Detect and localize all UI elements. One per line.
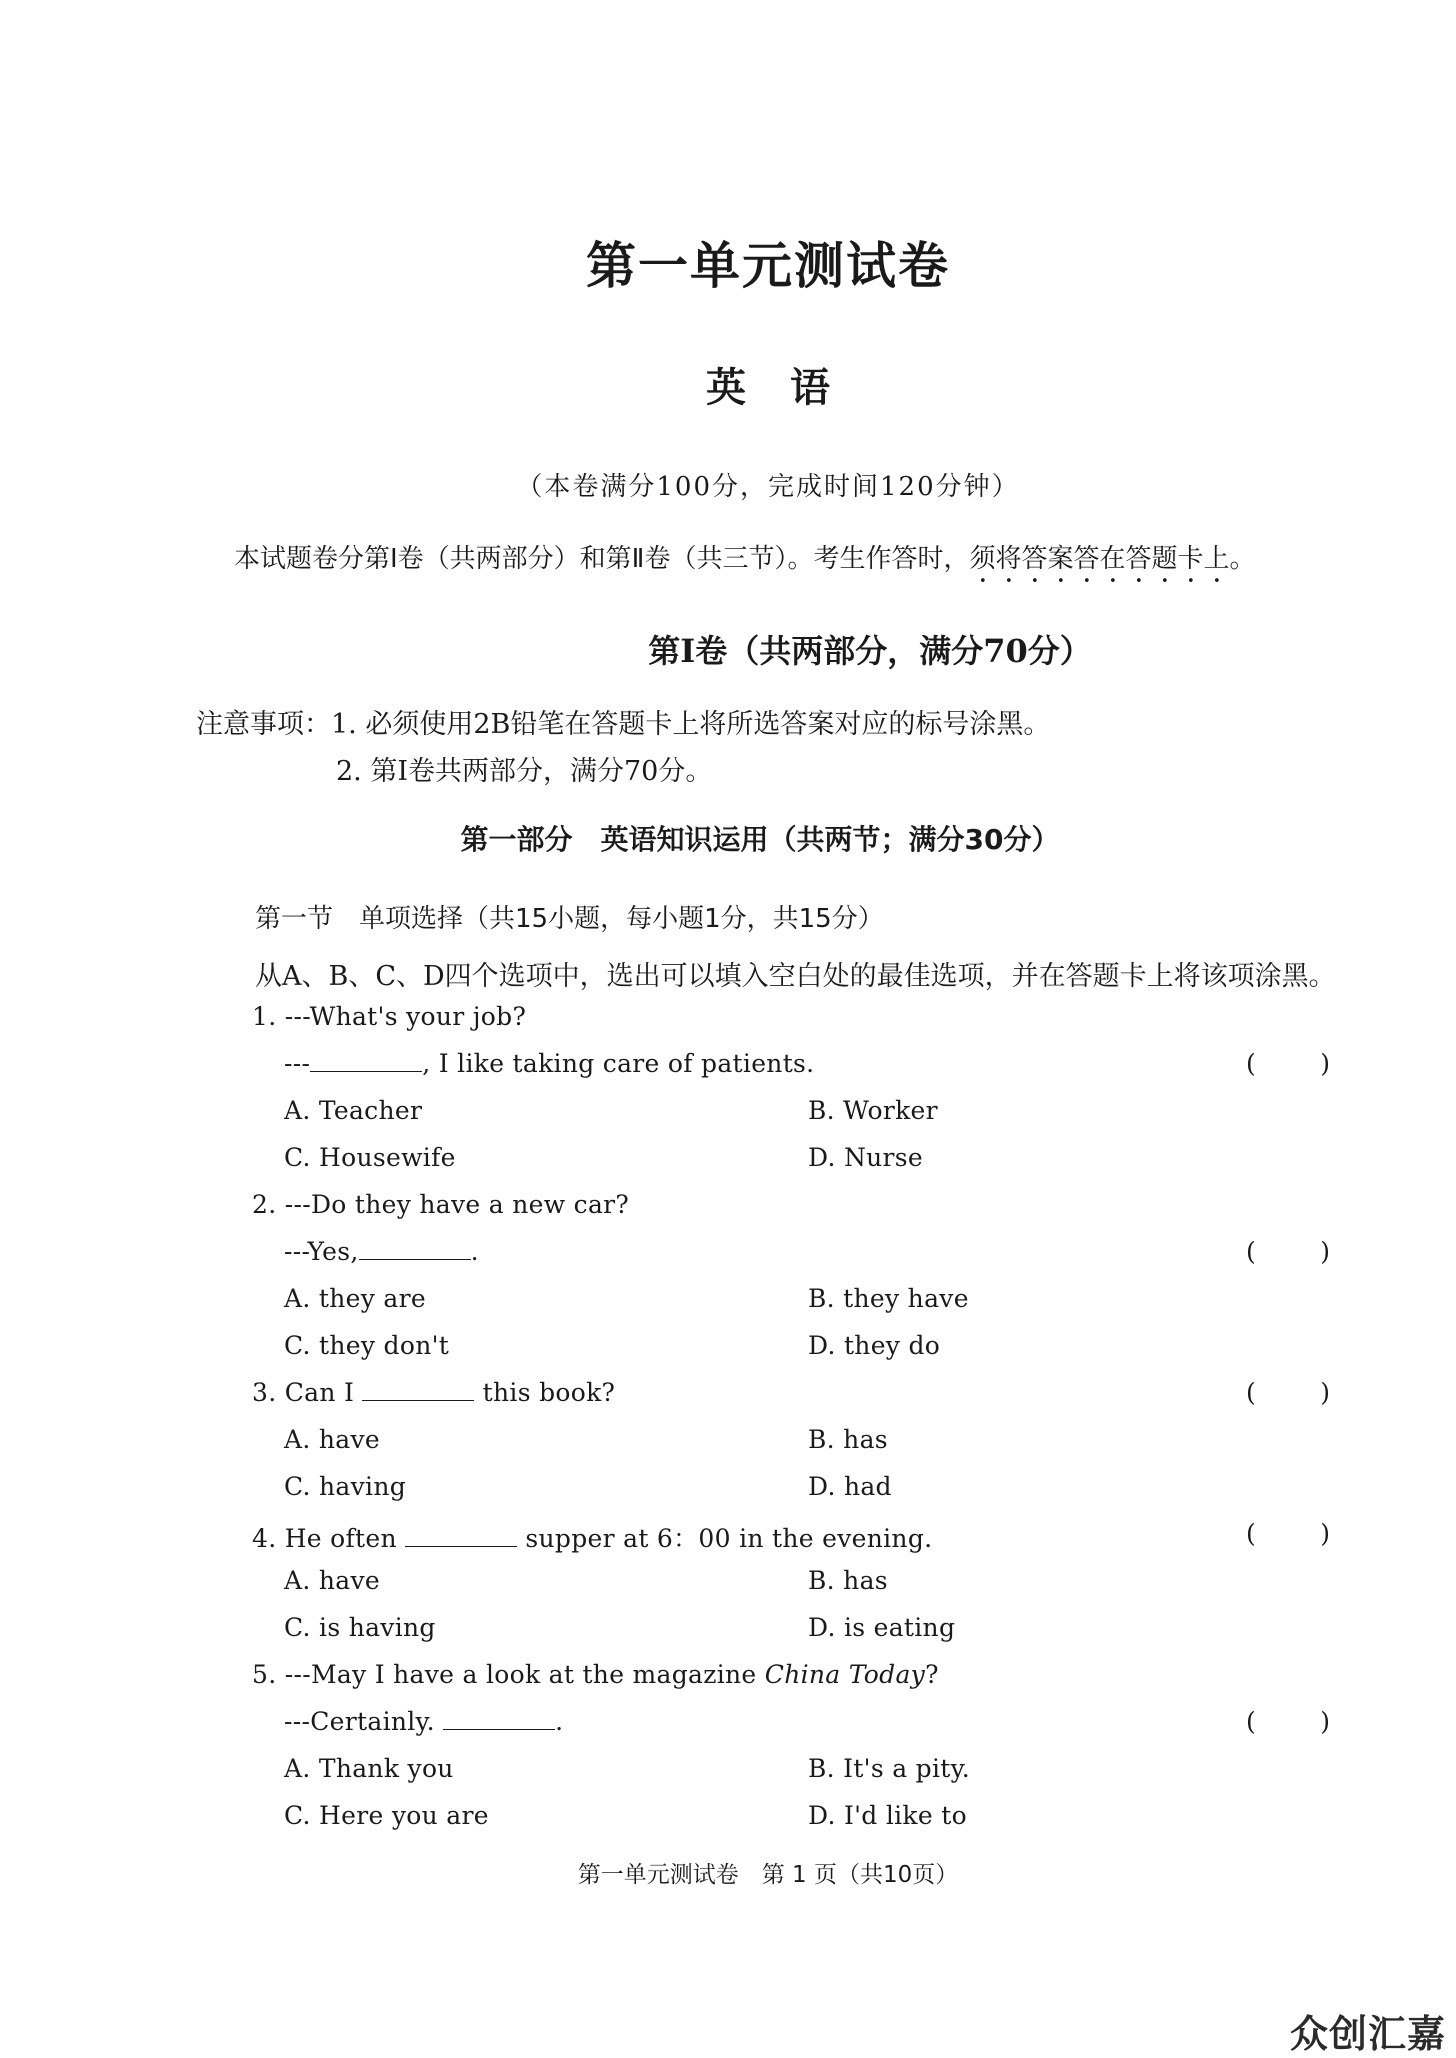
question-3-option-a: A. have [284,1425,380,1454]
question-4-option-b: B. has [808,1566,888,1595]
paren-close: ) [1320,1049,1330,1078]
question-5-reply: ---Certainly. [284,1707,435,1736]
answer-blank [359,1258,471,1260]
intro-text: 本试题卷分第Ⅰ卷（共两部分）和第Ⅱ卷（共三节）。考生作答时， [234,544,970,574]
question-1-prefix: --- [284,1049,311,1078]
paren-open: ( [1246,1519,1256,1548]
question-3-suffix: this book? [482,1378,616,1407]
paren-close: ) [1320,1378,1330,1407]
question-3-stem [252,1378,615,1407]
question-2-suffix: . [470,1237,479,1266]
question-5-option-d: D. I'd like to [808,1801,967,1830]
question-2-option-c: C. they don't [284,1331,450,1360]
question-1-option-d: D. Nurse [808,1143,923,1172]
intro-end: 。 [1229,544,1256,574]
question-2-option-b: B. they have [808,1284,969,1313]
question-3-option-d: D. had [808,1472,892,1501]
answer-paren-3 [1246,1378,1330,1407]
question-2-option-d: D. they do [808,1331,941,1360]
question-4-option-a: A. have [284,1566,380,1595]
question-5-option-c: C. Here you are [284,1801,489,1830]
question-2-line-2 [284,1237,479,1266]
paren-open: ( [1246,1237,1256,1266]
question-4-stem [252,1519,932,1555]
answer-paren-4 [1246,1519,1330,1548]
answer-paren-5 [1246,1707,1330,1736]
paren-close: ) [1320,1237,1330,1266]
answer-paren-2 [1246,1237,1330,1266]
question-2-option-a: A. they are [284,1284,426,1313]
question-5-option-a: A. Thank you [284,1754,454,1783]
question-4-option-c: C. is having [284,1613,436,1642]
question-5-suffix: ? [925,1660,939,1689]
question-5-prefix: 5. ---May I have a look at the magazine [252,1660,765,1689]
question-1-option-c: C. Housewife [284,1143,456,1172]
paren-open: ( [1246,1049,1256,1078]
answer-blank [443,1728,555,1730]
section-instruction: 从A、B、C、D四个选项中，选出可以填入空白处的最佳选项，并在答题卡上将该项涂黑。 [255,961,1336,992]
question-3-option-c: C. having [284,1472,407,1501]
question-4-suffix: supper at 6：00 in the evening. [525,1524,933,1553]
section-title: 第一节 单项选择（共15小题，每小题1分，共15分） [255,904,884,934]
answer-blank [405,1545,517,1547]
page-title: 第一单元测试卷 [586,236,950,295]
question-1-option-a: A. Teacher [284,1096,423,1125]
exam-meta: （本卷满分100分，完成时间120分钟） [516,472,1020,502]
answer-blank [310,1070,422,1072]
question-5-line-2 [284,1707,563,1736]
question-4-option-d: D. is eating [808,1613,956,1642]
subject-title: 英语 [706,364,874,411]
part-title: 第一部分 英语知识运用（共两节；满分30分） [460,823,1060,856]
question-1-option-b: B. Worker [808,1096,938,1125]
intro-emphasis: 须将答案答在答题卡上 [969,544,1230,574]
notice-1: 注意事项：1. 必须使用2B铅笔在答题卡上将所选答案对应的标号涂黑。 [196,709,1051,740]
question-5-reply-end: . [555,1707,564,1736]
question-4-prefix: 4. He often [252,1524,397,1553]
paren-close: ) [1320,1519,1330,1548]
question-3-option-b: B. has [808,1425,888,1454]
exam-intro [234,538,1256,589]
paren-open: ( [1246,1707,1256,1736]
page-footer: 第一单元测试卷 第 1 页（共10页） [577,1862,959,1888]
volume-title: 第Ⅰ卷（共两部分，满分70分） [648,632,1092,670]
magazine-title: China Today [764,1660,926,1689]
question-1-suffix: , I like taking care of patients. [422,1049,815,1078]
watermark: 众创汇嘉 [1290,2012,1447,2056]
paren-close: ) [1320,1707,1330,1736]
question-5-option-b: B. It's a pity. [808,1754,970,1783]
question-3-prefix: 3. Can I [252,1378,355,1407]
answer-paren-1 [1246,1049,1330,1078]
question-1-line-2 [284,1049,814,1078]
question-2-prefix: ---Yes, [284,1237,359,1266]
question-5-stem [252,1660,939,1689]
question-1-stem: 1. ---What's your job? [252,1002,527,1031]
question-2-stem: 2. ---Do they have a new car? [252,1190,630,1219]
answer-blank [362,1399,474,1401]
notice-2: 2. 第Ⅰ卷共两部分，满分70分。 [336,756,713,787]
paren-open: ( [1246,1378,1256,1407]
